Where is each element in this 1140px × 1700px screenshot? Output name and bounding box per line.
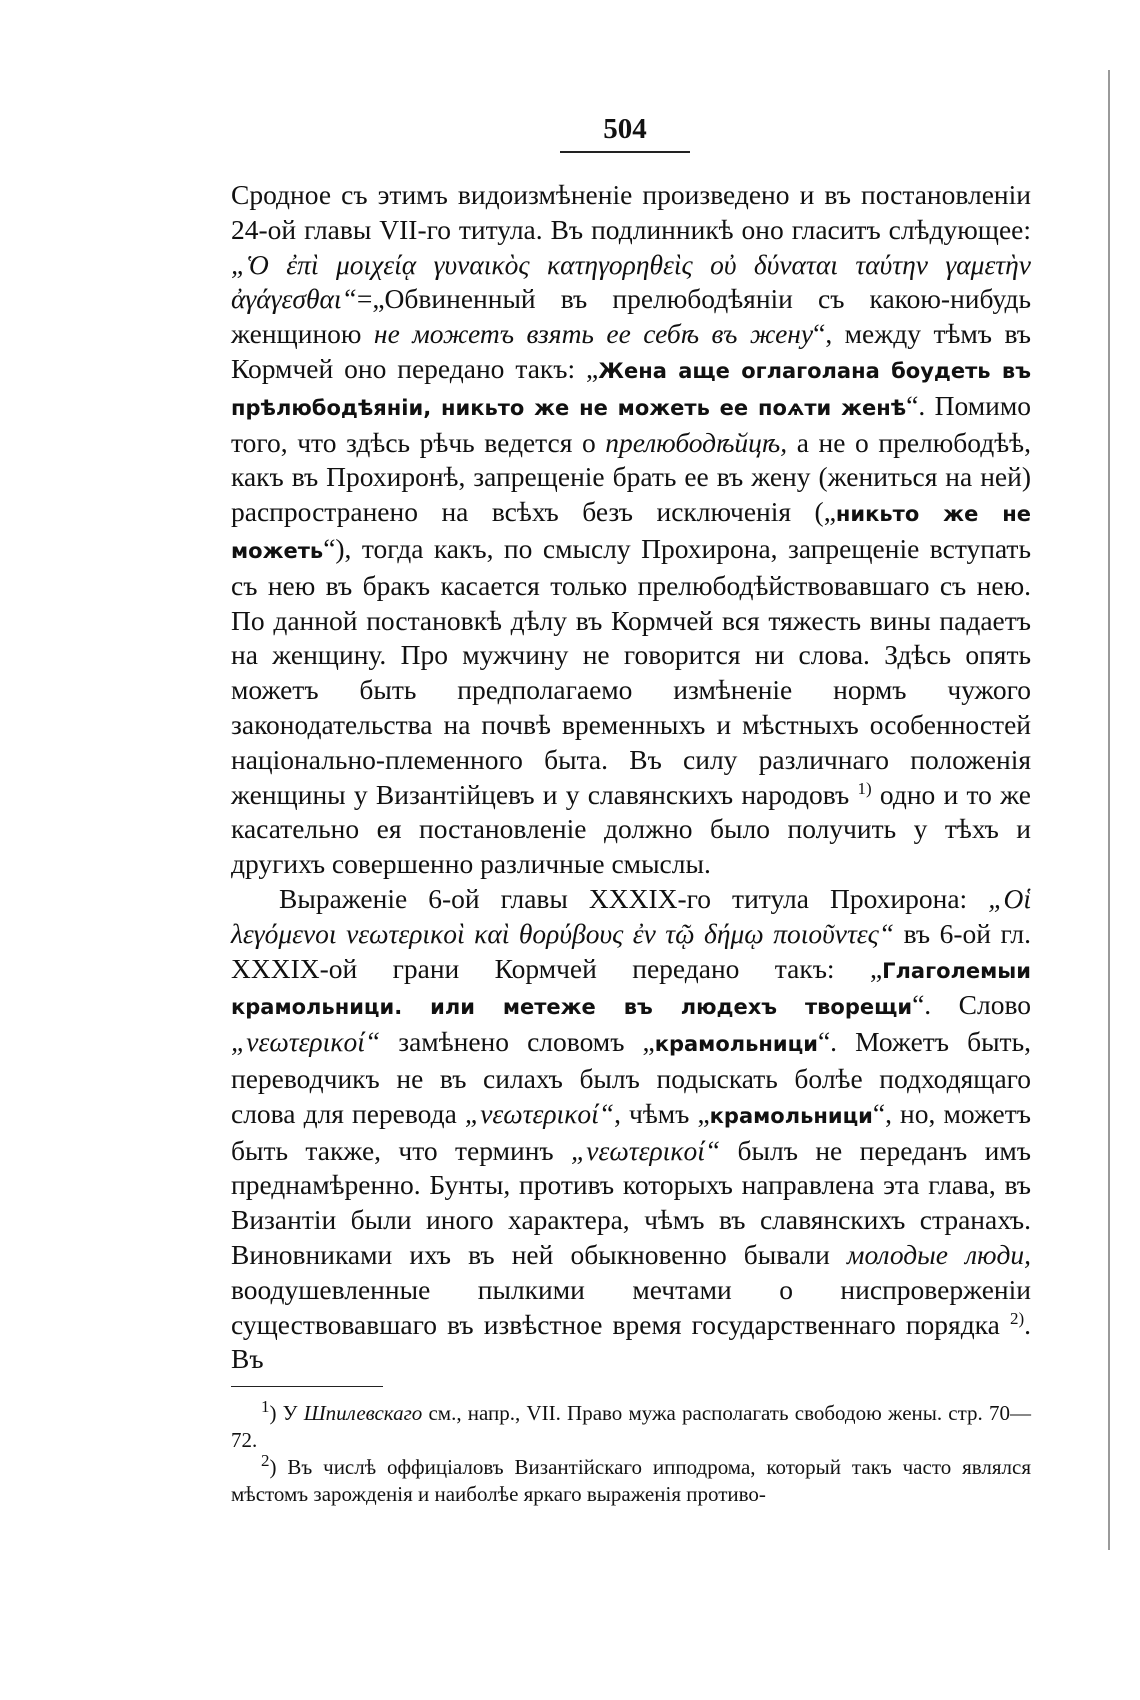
footnote [231, 1451, 1031, 1508]
page-number-rule [560, 151, 690, 153]
footnote-ref: 2) [1009, 1308, 1025, 1328]
text-segment: не можетъ взять ее себѣ въ жену [373, 318, 814, 350]
footnote-ref: 2 [261, 1451, 270, 1470]
text-segment: см., напр., VII. Право мужа располагать свободою жены. стр. 70—72. [231, 1401, 1031, 1452]
paragraph [231, 178, 1031, 882]
text-segment: “, но, можетъ быть также, что терминъ [231, 1097, 1031, 1166]
text-segment: Жена аще оглаголана боудеть въ прѣлюбодѣяніи, никьто же не можеть ее поѧти женѣ [231, 358, 1031, 420]
text-segment: Сродное съ этимъ видоизмѣненіе произведено и въ постановленіи 24-ой главы VII-го титула. Въ подлинникѣ оно гласитъ слѣдующее: [231, 179, 1031, 245]
text-segment: „νεωτερικοί“ [464, 1097, 615, 1129]
text-segment: Глаголемыи крамольници. или метеже въ людехъ творещи [231, 958, 1031, 1020]
footnote-ref: 1 [261, 1397, 270, 1416]
text-segment: „Ὁ ἐπὶ μοιχείᾳ γυναικὸς κατηγορηθεὶς οὐ δύναται ταύτην γαμετὴν ἀγάγεσθαι“ [231, 248, 1031, 315]
scan-edge-line [1108, 70, 1110, 1550]
text-segment: крамольници [654, 1032, 818, 1057]
text-segment: а не о прелюбодѣѣ, какъ въ Прохиронѣ, запрещеніе брать ее въ жену (жениться на ней) распространено на всѣхъ безъ исключенія („ [231, 426, 1031, 528]
text-segment: одно и то же касательно ея постановленіе должно было получить у тѣхъ и другихъ совершенно различные смыслы. [231, 778, 1031, 880]
text-segment: „νεωτερικοί“ [231, 1026, 381, 1058]
text-segment: , чѣмъ „ [614, 1097, 710, 1129]
text-segment: въ 6-ой гл. XXXIX-ой грани Кормчей передано такъ: „ [231, 917, 1031, 984]
text-segment: “. Помимо того, что здѣсь рѣчь ведется о [231, 389, 1031, 458]
text-segment: молодые люди, [846, 1238, 1032, 1270]
text-segment: воодушевленные пылкими мечтами о ниспроверженіи существовавшаго въ извѣстное время государственнаго порядка [231, 1273, 1031, 1340]
text-segment: ) Въ числѣ оффиціаловъ Византійскаго ипподрома, который такъ часто являлся мѣстомъ зарожденія и наиболѣе яркаго выраженія противо- [231, 1455, 1031, 1506]
text-segment: замѣнено словомъ „ [380, 1026, 655, 1058]
body-text [231, 178, 1031, 1377]
footnotes [231, 1397, 1031, 1508]
footnote [231, 1397, 1031, 1454]
text-segment: “. Слово [912, 989, 1031, 1021]
text-segment: былъ не переданъ имъ преднамѣренно. Бунты, противъ которыхъ направлена эта глава, въ Византіи были иного характера, чѣмъ въ славянскихъ странахъ. Виновниками ихъ въ ней обыкновенно бывали [231, 1134, 1031, 1270]
text-segment: ) У [269, 1401, 304, 1425]
text-segment: „νεωτερικοί“ [571, 1134, 721, 1166]
footnote-separator [231, 1386, 383, 1387]
text-segment: крамольници [709, 1103, 873, 1128]
text-segment: “, между тѣмъ въ Кормчей оно передано такъ: „ [231, 318, 1031, 384]
text-segment: . Въ [231, 1308, 1031, 1375]
text-segment: прелюбодѣйцѣ, [605, 426, 788, 458]
text-segment: “. Можетъ быть, переводчикъ не въ силахъ былъ подыскать болѣе подходящаго слова для перевода [231, 1026, 1031, 1129]
text-segment: Шпилевскаго [303, 1401, 423, 1425]
text-segment: =„Обвиненный въ прелюбодѣяніи съ какою-нибудь женщиною [231, 283, 1031, 350]
text-segment: „Οἱ λεγόμενοι νεωτερικοὶ καὶ θορύβους ἐν τῷ δήμῳ ποιοῦντες“ [231, 882, 1031, 949]
page-number: 504 [603, 113, 647, 145]
text-segment: “), тогда какъ, по смыслу Прохирона, запрещеніе вступать съ нею въ бракъ касается только прелюбодѣйствовавшаго съ нею. По данной постановкѣ дѣлу въ Кормчей вся тяжесть вины падаетъ на женщину. Про мужчину не говорится ни слова. Здѣсь опять можетъ быть предполагаемо измѣненіе нормъ чужого законодательства на почвѣ временныхъ и мѣстныхъ особенностей національно-племенного быта. Въ силу различнаго положенія женщины у Византійцевъ и у славянскихъ народовъ [231, 532, 1031, 810]
paragraph [231, 882, 1031, 1377]
text-segment: Выраженіе 6-ой главы XXXIX-го титула Прохирона: [279, 882, 989, 914]
text-segment: никьто же не можеть [231, 502, 1031, 563]
footnote-ref: 1) [857, 778, 872, 798]
